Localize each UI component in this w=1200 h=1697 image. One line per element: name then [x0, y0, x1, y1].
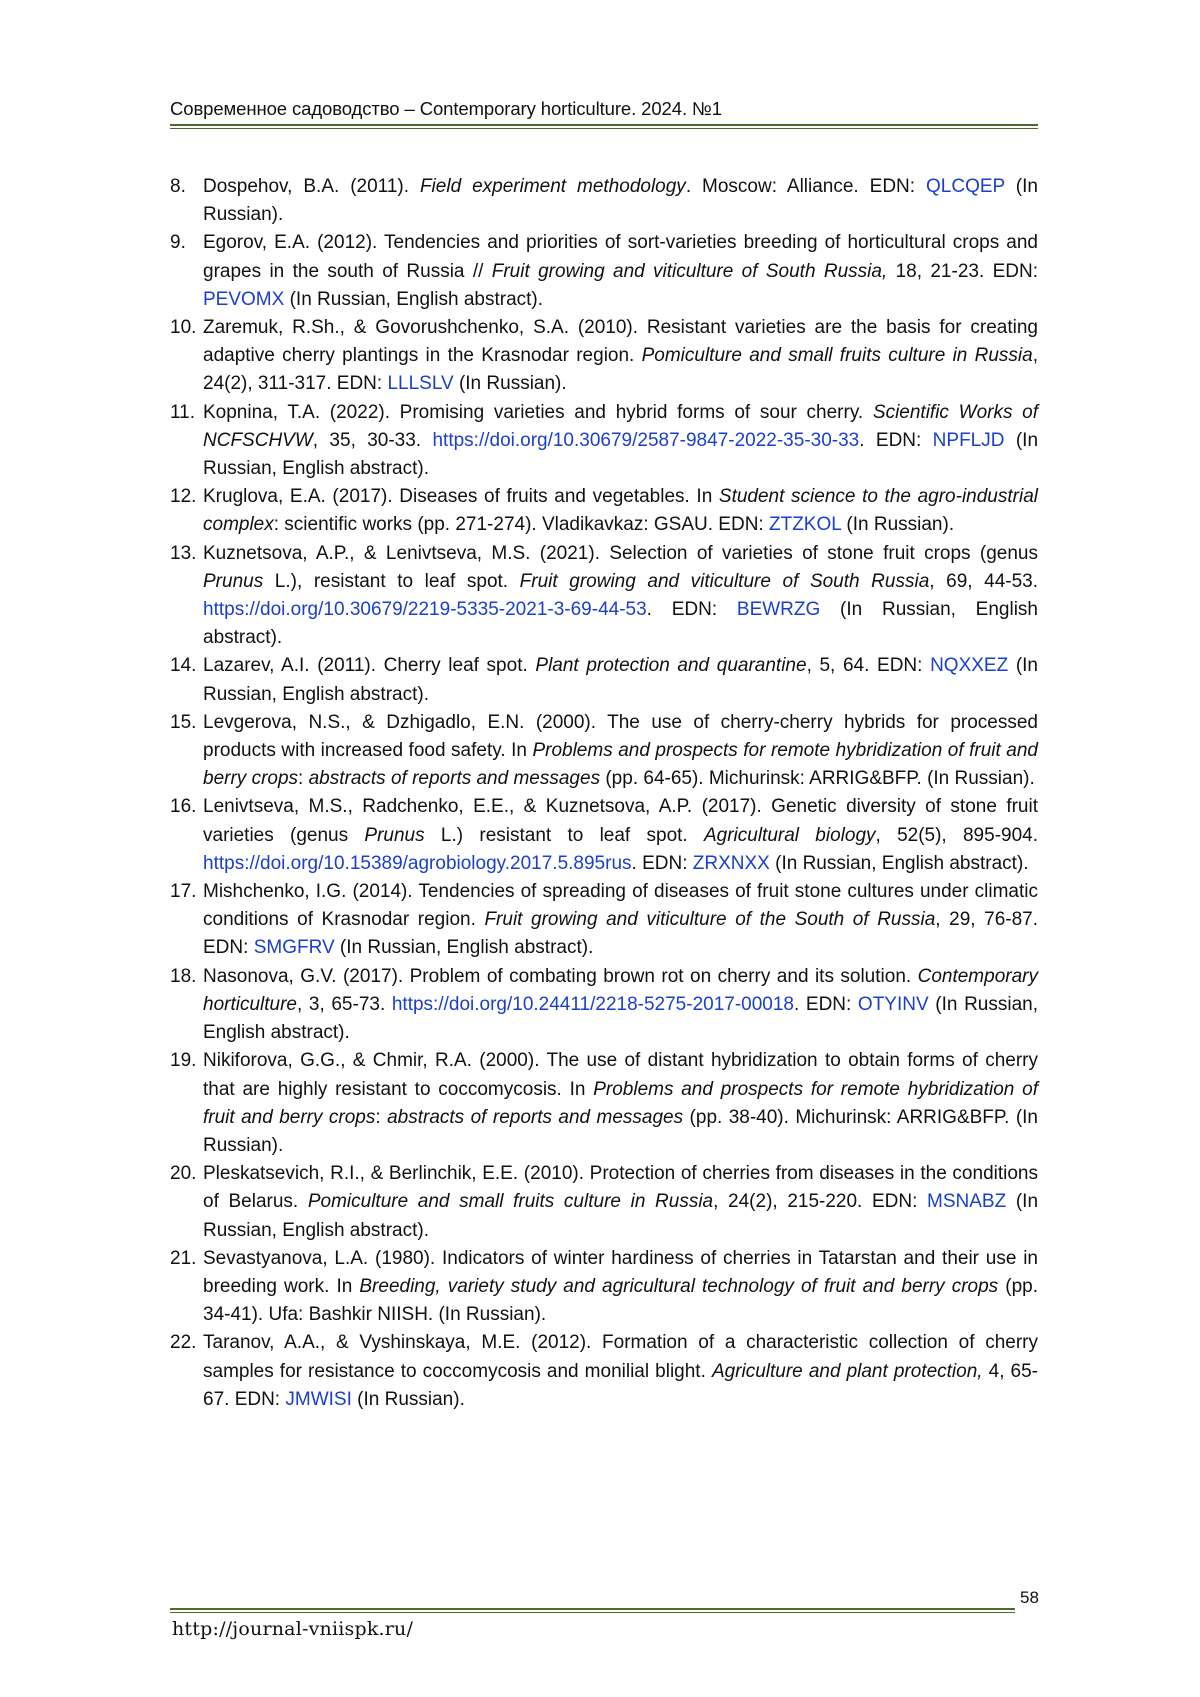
reference-details: , 35, 30-33. — [312, 429, 433, 451]
reference-text — [203, 176, 1038, 225]
reference-language-note: (In Russian, English abstract). — [284, 288, 544, 310]
reference-details: , 24(2), 215-220. EDN: — [713, 1191, 928, 1213]
reference-number: 12. — [170, 486, 197, 508]
reference-text — [203, 655, 1038, 704]
reference-item — [170, 399, 1038, 484]
reference-item — [170, 878, 1038, 963]
reference-language-note: (In Russian). — [453, 373, 567, 395]
reference-language-note: (In Russian). — [841, 514, 955, 536]
reference-number: 14. — [170, 655, 197, 677]
reference-source-italic: Breeding, variety study and agricultural technology of fruit and berry crops — [359, 1275, 999, 1297]
reference-item — [170, 173, 1038, 229]
reference-item — [170, 229, 1038, 314]
reference-details: , 24(2), 311-317. EDN: — [203, 345, 1038, 395]
edn-link[interactable]: JMWISI — [285, 1388, 352, 1410]
footer-rule-thin — [170, 1612, 1015, 1613]
reference-source-italic: Plant protection and quarantine — [535, 655, 807, 677]
reference-source-italic: abstracts of reports and messages — [387, 1106, 684, 1128]
reference-item — [170, 1329, 1038, 1414]
reference-list — [170, 173, 1038, 1414]
footer-rule-thick — [170, 1608, 1015, 1610]
doi-link[interactable]: https://doi.org/10.30679/2219-5335-2021-3-69-44-53 — [203, 599, 647, 621]
reference-details: (pp. 34-41). Ufa: Bashkir NIISH. (In Russian). — [203, 1275, 1038, 1326]
reference-number: 16. — [170, 796, 197, 818]
reference-authors-title: Egorov, E.A. (2012). Tendencies and priorities of sort-varieties breeding of horticultural crops and grapes in the south of Russia // — [203, 232, 1038, 282]
reference-source-italic: Agriculture and plant protection, — [711, 1360, 983, 1382]
reference-item — [170, 652, 1038, 708]
reference-source-italic: Problems and prospects for remote hybridization of fruit and berry crops — [203, 740, 1038, 790]
reference-details: (pp. 64-65). Michurinsk: ARRIG&BFP. (In Russian). — [600, 768, 1035, 790]
reference-number: 22. — [170, 1332, 197, 1354]
reference-details: 18, 21-23. EDN: — [887, 260, 1038, 282]
reference-source-italic: abstracts of reports and messages — [308, 768, 601, 790]
reference-source-italic: Student science to the agro-industrial complex — [203, 486, 1038, 536]
reference-source-italic: Fruit growing and viticulture of South Russia — [519, 570, 930, 592]
reference-source-italic: Fruit growing and viticulture of South Russia, — [491, 260, 888, 282]
reference-text — [203, 1332, 1038, 1409]
footer-url-link[interactable]: http://journal-vniispk.ru/ — [172, 1618, 414, 1640]
reference-item — [170, 1160, 1038, 1245]
reference-authors-title: Lazarev, A.I. (2011). Cherry leaf spot. — [203, 655, 536, 677]
reference-details: , 52(5), 895-904. — [875, 824, 1039, 846]
reference-number: 19. — [170, 1050, 197, 1072]
reference-authors-title: Nikiforova, G.G., & Chmir, R.A. (2000). The use of distant hybridization to obtain forms of cherry that are highly resistant to coccomycosis. In — [203, 1050, 1038, 1100]
reference-number: 9. — [170, 232, 186, 254]
reference-source-italic: Field experiment methodology — [419, 176, 686, 197]
reference-number: 20. — [170, 1163, 197, 1185]
reference-number: 8. — [170, 176, 186, 197]
edn-link[interactable]: ZRXNXX — [692, 852, 770, 874]
edn-link[interactable]: QLCQEP — [926, 176, 1005, 197]
reference-language-note: (In Russian, English abstract). — [203, 429, 1039, 480]
reference-source-italic: Scientific Works of NCFSCHVW — [203, 401, 1039, 451]
reference-source-italic: Fruit growing and viticulture of the South of Russia — [484, 909, 936, 931]
reference-item — [170, 314, 1038, 399]
reference-number: 15. — [170, 711, 197, 733]
reference-number: 13. — [170, 542, 197, 564]
header-rule-thin — [170, 128, 1038, 129]
reference-edn-label: . EDN: — [631, 852, 693, 874]
reference-language-note: (In Russian). — [203, 176, 1038, 226]
reference-number: 10. — [170, 317, 197, 339]
reference-item — [170, 1047, 1038, 1160]
reference-details: , 3, 65-73. — [297, 993, 392, 1015]
edn-link[interactable]: BEWRZG — [736, 599, 821, 621]
reference-text — [203, 1050, 1038, 1156]
reference-edn-label: . EDN: — [794, 993, 858, 1015]
reference-source-italic: Prunus — [203, 570, 264, 592]
reference-details: : — [375, 1106, 388, 1128]
reference-item — [170, 1245, 1038, 1330]
reference-number: 21. — [170, 1247, 197, 1269]
doi-link[interactable]: https://doi.org/10.24411/2218-5275-2017-00018 — [391, 993, 794, 1015]
edn-link[interactable]: OTYINV — [857, 993, 929, 1015]
reference-source-italic: Pomiculture and small fruits culture in Russia — [641, 345, 1033, 367]
reference-language-note: (In Russian, English abstract). — [334, 937, 594, 959]
reference-language-note: (In Russian, English abstract). — [203, 599, 1039, 649]
reference-source-italic: Problems and prospects for remote hybridization of fruit and berry crops — [203, 1078, 1038, 1128]
reference-text — [203, 1163, 1038, 1240]
reference-language-note: (In Russian, English abstract). — [203, 655, 1038, 705]
reference-authors-title: Lenivtseva, M.S., Radchenko, E.E., & Kuznetsova, A.P. (2017). Genetic diversity of stone fruit varieties (genus — [203, 796, 1038, 846]
edn-link[interactable]: NQXXEZ — [930, 655, 1009, 677]
reference-item — [170, 709, 1038, 794]
edn-link[interactable]: SMGFRV — [253, 937, 335, 959]
reference-item — [170, 483, 1038, 539]
reference-authors-title: Mishchenko, I.G. (2014). Tendencies of spreading of diseases of fruit stone cultures under climatic conditions of Krasnodar region. — [203, 881, 1038, 931]
reference-item — [170, 540, 1038, 653]
reference-text — [203, 402, 1038, 479]
reference-details: , 69, 44-53. — [929, 570, 1039, 592]
reference-details: , 5, 64. EDN: — [806, 655, 931, 677]
reference-authors-title: Levgerova, N.S., & Dzhigadlo, E.N. (2000). The use of cherry-cherry hybrids for processed products with increased food safety. In — [203, 711, 1038, 762]
reference-text — [203, 881, 1038, 958]
reference-language-note: (In Russian, English abstract). — [203, 993, 1038, 1044]
reference-text — [203, 543, 1038, 649]
reference-details: L.), resistant to leaf spot. — [263, 570, 520, 592]
reference-authors-title: Sevastyanova, L.A. (1980). Indicators of winter hardiness of cherries in Tatarstan and their use in breeding work. In — [203, 1247, 1038, 1297]
reference-source-italic: Agricultural biology — [703, 824, 876, 846]
page-number: 58 — [1020, 1588, 1039, 1607]
journal-header: Современное садоводство – Contemporary horticulture. 2024. №1 — [170, 98, 722, 119]
reference-text — [203, 966, 1038, 1043]
reference-text — [203, 1248, 1038, 1325]
reference-authors-title: Nasonova, G.V. (2017). Problem of combating brown rot on cherry and its solution. — [203, 965, 918, 987]
reference-text — [203, 796, 1038, 873]
reference-edn-label: . EDN: — [859, 429, 933, 451]
reference-authors-title: Pleskatsevich, R.I., & Berlinchik, E.E. (2010). Protection of cherries from diseases in the conditions of Belarus. — [203, 1163, 1038, 1213]
reference-authors-title: Kuznetsova, A.P., & Lenivtseva, M.S. (2021). Selection of varieties of stone fruit crops (genus — [203, 542, 1038, 564]
edn-link[interactable]: ZTZKOL — [768, 514, 842, 536]
reference-authors-title: Dospehov, B.A. (2011). — [203, 176, 420, 197]
reference-item — [170, 963, 1038, 1048]
reference-language-note: (In Russian, English abstract). — [203, 1191, 1039, 1241]
reference-authors-title: Kopnina, T.A. (2022). Promising varieties and hybrid forms of sour cherry. — [203, 401, 873, 423]
reference-details: 4, 65-67. EDN: — [203, 1360, 1038, 1410]
reference-text — [203, 317, 1038, 394]
reference-source-italic: Prunus — [364, 824, 425, 846]
edn-link[interactable]: PEVOMX — [203, 288, 285, 310]
reference-details: : scientific works (pp. 271-274). Vladikavkaz: GSAU. EDN: — [273, 514, 769, 536]
reference-details: L.) resistant to leaf spot. — [424, 824, 704, 846]
reference-authors-title: Zaremuk, R.Sh., & Govorushchenko, S.A. (2010). Resistant varieties are the basis for creating adaptive cherry plantings in the Krasnodar region. — [203, 317, 1038, 367]
reference-source-italic: Pomiculture and small fruits culture in Russia — [307, 1191, 714, 1213]
reference-number: 18. — [170, 965, 197, 987]
reference-text — [203, 712, 1038, 789]
reference-item — [170, 793, 1038, 878]
reference-language-note: (In Russian, English abstract). — [769, 852, 1029, 874]
reference-authors-title: Taranov, A.A., & Vyshinskaya, M.E. (2012). Formation of a characteristic collection of cherry samples for resistance to coccomycosis and monilial blight. — [203, 1332, 1038, 1382]
header-rule-thick — [170, 124, 1038, 126]
reference-details: , 29, 76-87. EDN: — [203, 909, 1038, 959]
doi-link[interactable]: https://doi.org/10.15389/agrobiology.2017.5.895rus — [203, 852, 632, 874]
edn-link[interactable]: NPFLJD — [932, 429, 1005, 451]
reference-edn-label: . EDN: — [646, 599, 737, 621]
reference-authors-title: Kruglova, E.A. (2017). Diseases of fruits and vegetables. In — [203, 486, 719, 508]
reference-language-note: (In Russian). — [351, 1388, 465, 1410]
reference-number: 11. — [170, 401, 196, 423]
reference-number: 17. — [170, 881, 197, 903]
reference-text — [203, 486, 1038, 535]
reference-source-italic: Contemporary horticulture — [203, 965, 1038, 1015]
edn-link[interactable]: MSNABZ — [927, 1191, 1007, 1213]
doi-link[interactable]: https://doi.org/10.30679/2587-9847-2022-35-30-33 — [432, 429, 860, 451]
reference-text — [203, 232, 1038, 309]
reference-details: (pp. 38-40). Michurinsk: ARRIG&BFP. (In Russian). — [203, 1106, 1038, 1156]
reference-details: . Moscow: Alliance. EDN: — [685, 176, 926, 197]
edn-link[interactable]: LLLSLV — [387, 373, 454, 395]
reference-details: : — [298, 768, 309, 790]
